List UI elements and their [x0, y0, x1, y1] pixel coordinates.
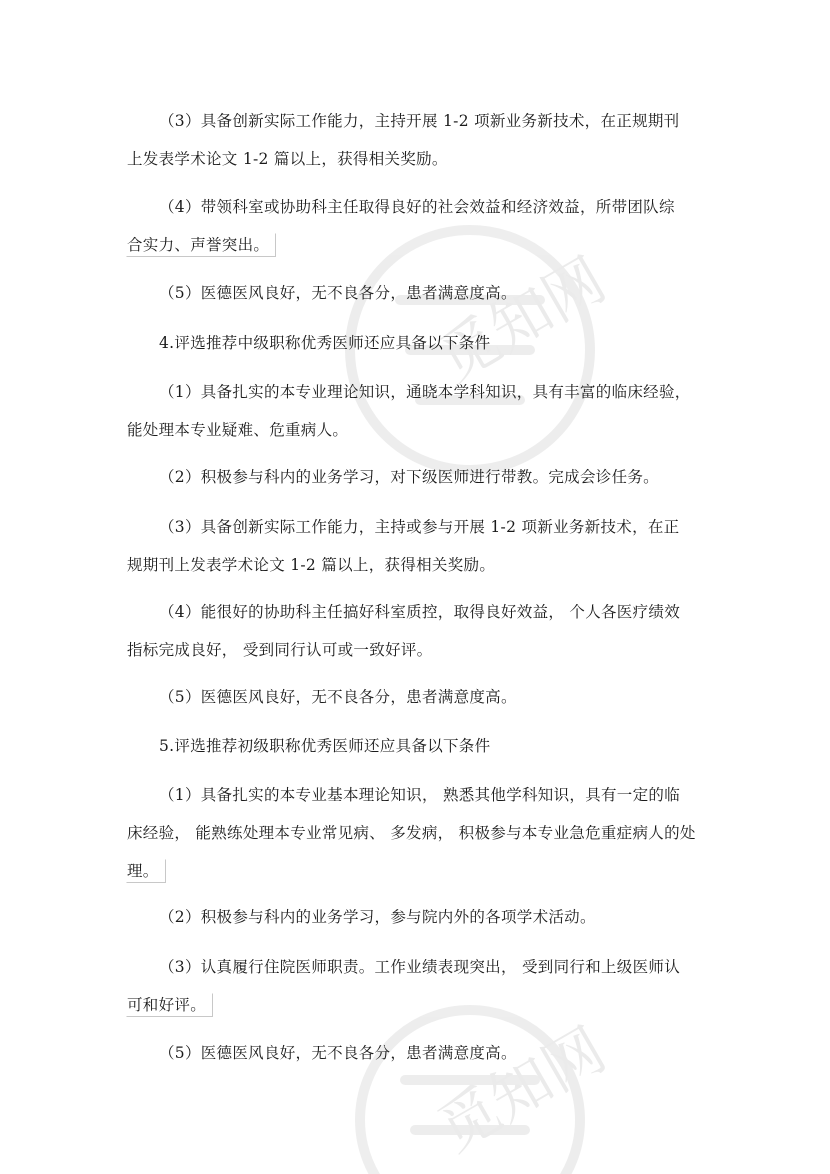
- paragraph-senior-5: [127, 274, 707, 312]
- paragraph-line: （1）具备扎实的本专业基本理论知识， 熟悉其他学科知识，具有一定的临: [159, 786, 680, 804]
- paragraph-intermediate-2: [127, 458, 707, 496]
- paragraph-junior-2: [127, 898, 707, 936]
- paragraph-line-boxed: 理。: [126, 859, 166, 883]
- paragraph-junior-1: [127, 776, 707, 890]
- paragraph-line: 指标完成良好， 受到同行认可或一致好评。: [127, 641, 433, 659]
- section-heading: 4.评选推荐中级职称优秀医师还应具备以下条件: [159, 334, 491, 352]
- heading-intermediate: [127, 324, 707, 362]
- section-heading: 5.评选推荐初级职称优秀医师还应具备以下条件: [159, 737, 491, 755]
- paragraph-junior-3: [127, 948, 707, 1024]
- paragraph-line: （1）具备扎实的本专业理论知识，通晓本学科知识，具有丰富的临床经验，: [159, 383, 691, 401]
- paragraph-line: （2）积极参与科内的业务学习，参与院内外的各项学术活动。: [159, 908, 596, 926]
- paragraph-line: （4）带领科室或协助科主任取得良好的社会效益和经济效益，所带团队综: [159, 198, 675, 216]
- paragraph-line-boxed: 可和好评。: [126, 993, 213, 1017]
- paragraph-line: （4）能很好的协助科主任搞好科室质控，取得良好效益， 个人各医疗绩效: [159, 603, 680, 621]
- paragraph-line: 能处理本专业疑难、危重病人。: [127, 421, 349, 439]
- paragraph-line-boxed: 合实力、声誉突出。: [126, 233, 276, 257]
- paragraph-senior-3: [127, 102, 707, 178]
- paragraph-line: （3）具备创新实际工作能力，主持开展 1-2 项新业务新技术，在正规期刊: [159, 112, 680, 130]
- paragraph-line: （3）认真履行住院医师职责。工作业绩表现突出， 受到同行和上级医师认: [159, 958, 680, 976]
- paragraph-line: 上发表学术论文 1-2 篇以上，获得相关奖励。: [127, 150, 448, 168]
- paragraph-line: （5）医德医风良好，无不良各分，患者满意度高。: [159, 1044, 517, 1062]
- paragraph-intermediate-4: [127, 593, 707, 669]
- paragraph-line: （2）积极参与科内的业务学习，对下级医师进行带教。完成会诊任务。: [159, 468, 659, 486]
- paragraph-intermediate-5: [127, 678, 707, 716]
- paragraph-senior-4: [127, 188, 707, 264]
- paragraph-line: （3）具备创新实际工作能力，主持或参与开展 1-2 项新业务新技术，在正: [159, 518, 680, 536]
- svg-text:觅知网: 觅知网: [426, 244, 618, 396]
- svg-text:觅知网: 觅知网: [426, 1014, 618, 1166]
- paragraph-line: 床经验， 能熟练处理本专业常见病、 多发病， 积极参与本专业急危重症病人的处: [127, 824, 696, 842]
- paragraph-intermediate-3: [127, 508, 707, 584]
- paragraph-line: （5）医德医风良好，无不良各分，患者满意度高。: [159, 284, 517, 302]
- paragraph-junior-5: [127, 1034, 707, 1072]
- paragraph-intermediate-1: [127, 373, 707, 449]
- paragraph-line: （5）医德医风良好，无不良各分，患者满意度高。: [159, 688, 517, 706]
- heading-junior: [127, 727, 707, 765]
- paragraph-line: 规期刊上发表学术论文 1-2 篇以上，获得相关奖励。: [127, 556, 496, 574]
